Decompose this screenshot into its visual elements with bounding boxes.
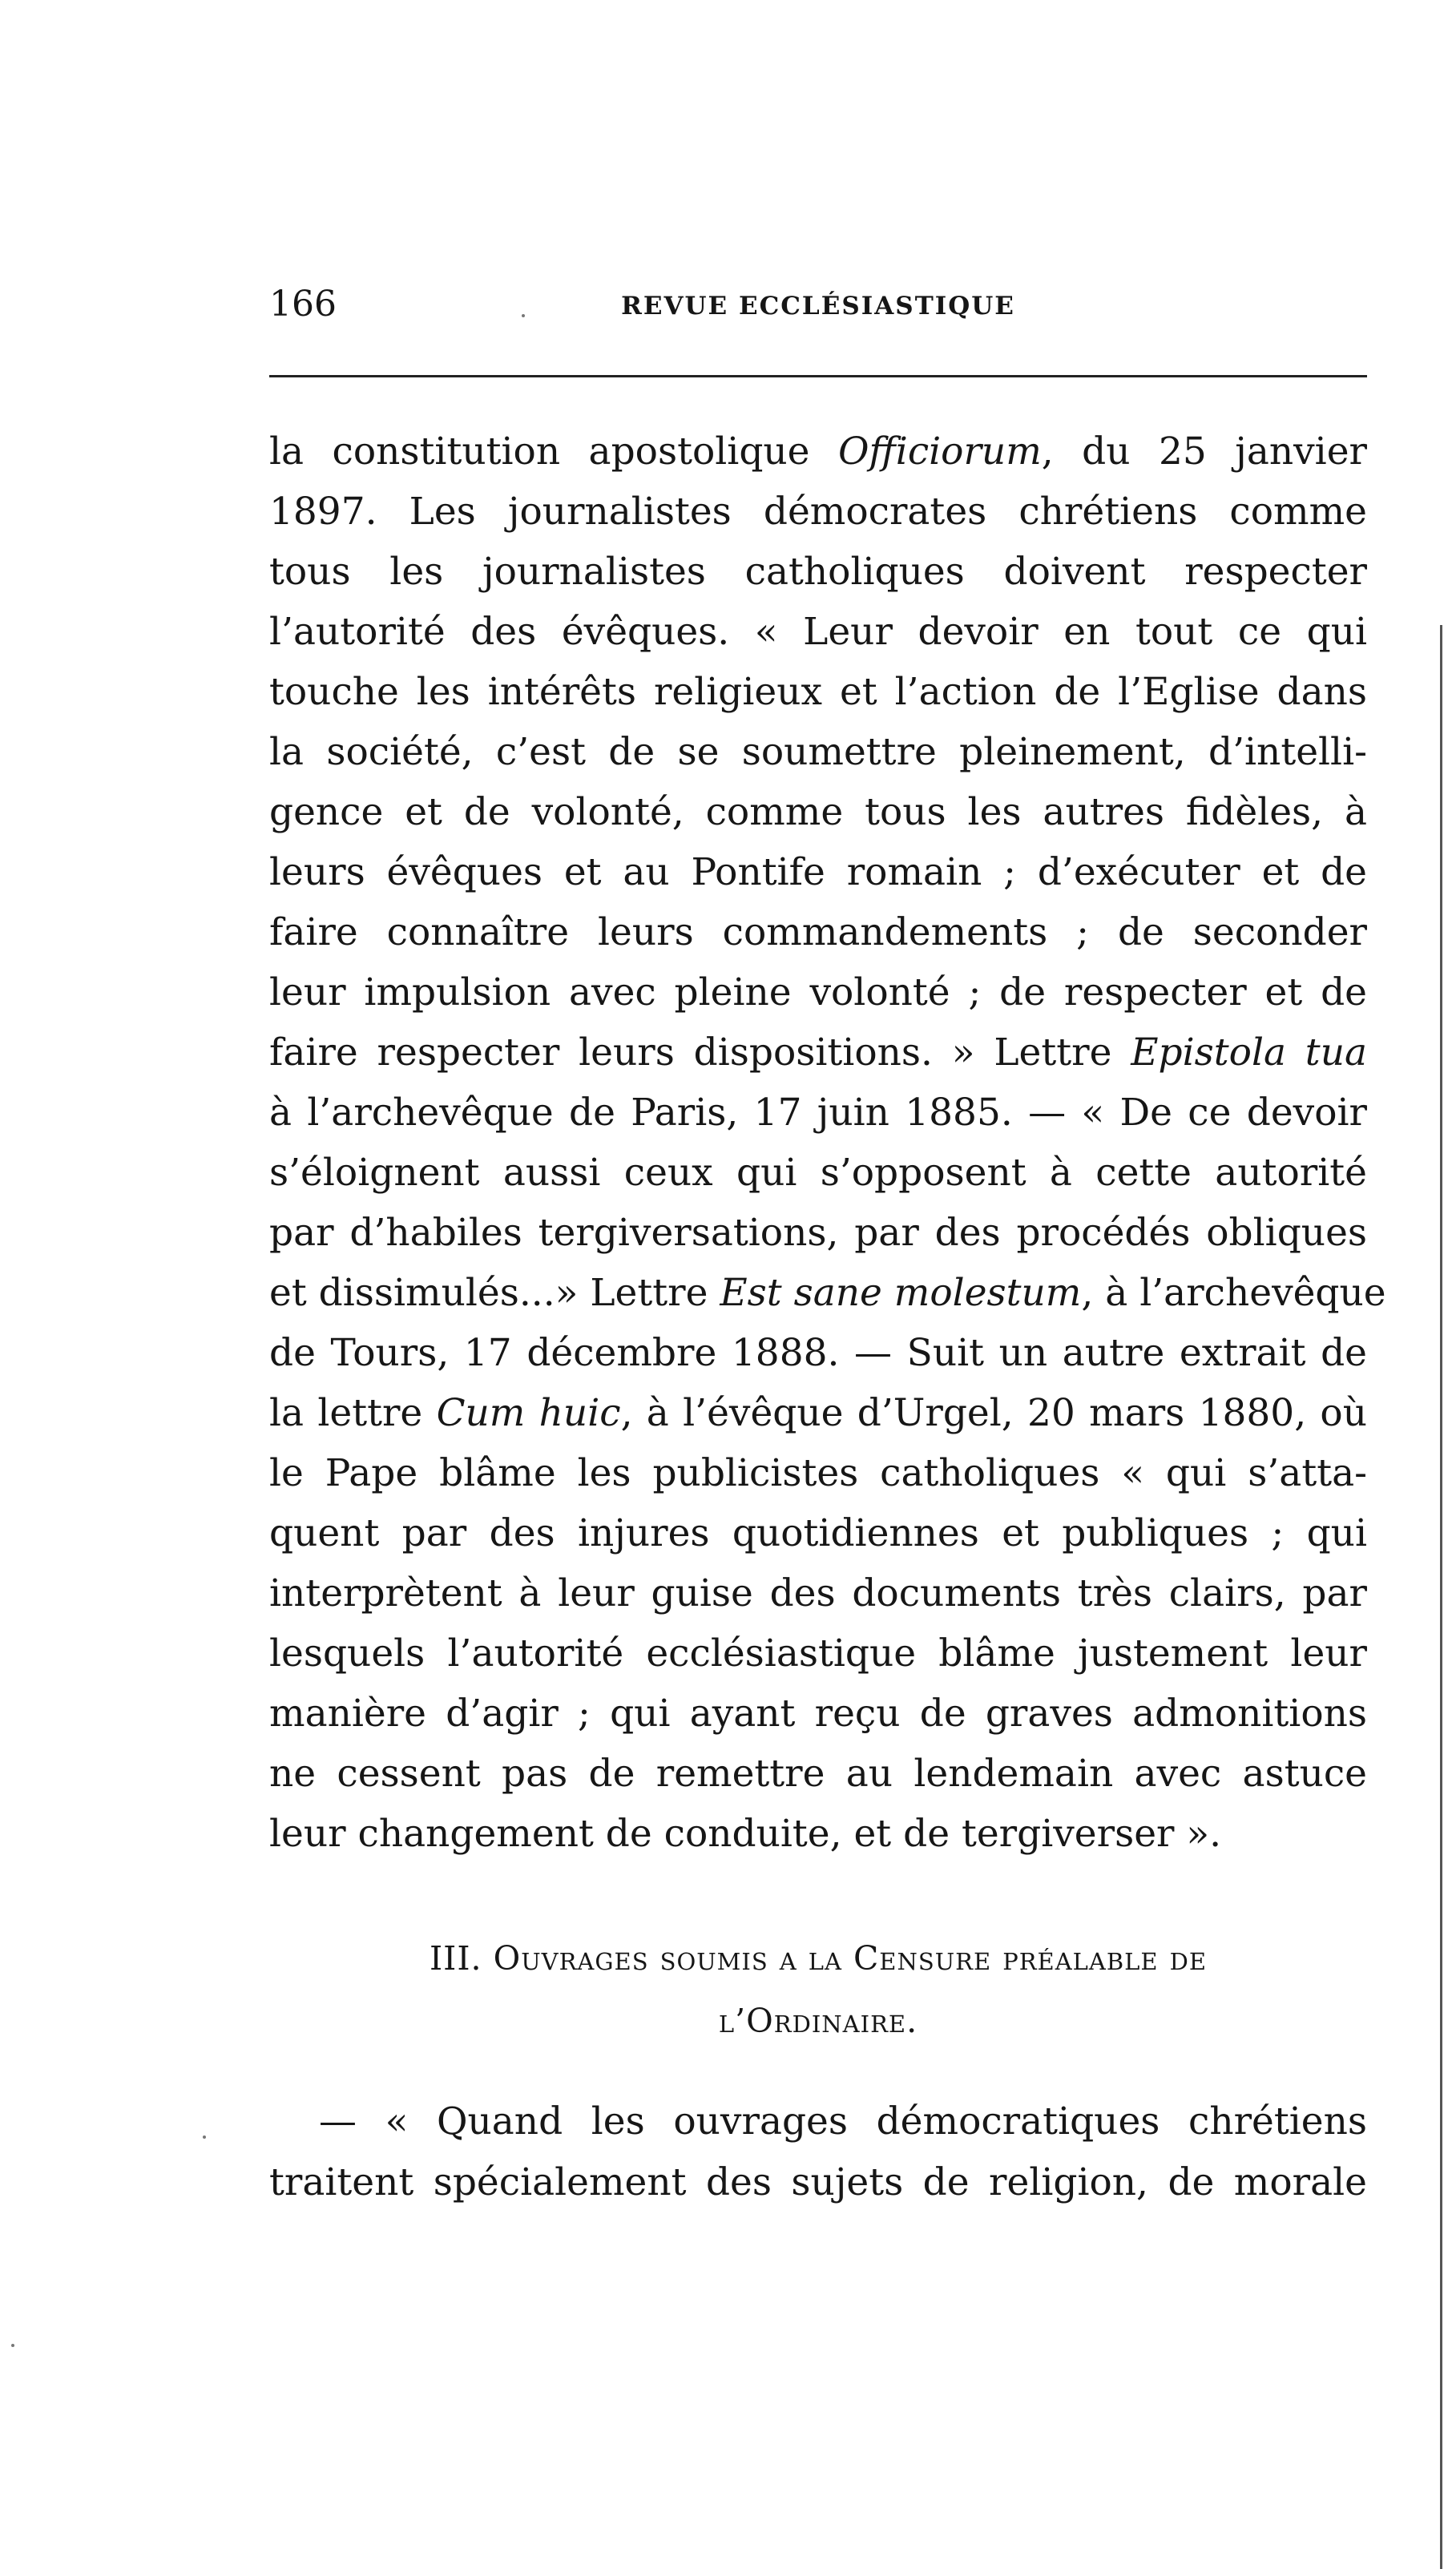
header-rule: [269, 375, 1367, 377]
text-line: manière d’agir ; qui ayant reçu de graves admonitions: [269, 1692, 1367, 1736]
text-line: lesquels l’autorité ecclésiastique blâme justement leur: [269, 1631, 1367, 1676]
text-line: traitent spécialement des sujets de religion, de morale: [269, 2160, 1367, 2204]
section-heading-line: III. Ouvrages soumis a la Censure préalable de: [429, 1939, 1208, 1978]
text-line: le Pape blâme les publicistes catholiques « qui s’atta-: [269, 1451, 1367, 1495]
body-paragraph: [269, 421, 1386, 1864]
running-title: REVUE ECCLÉSIASTIQUE: [621, 292, 1015, 321]
page-header: [269, 282, 1367, 346]
text-line: la constitution apostolique Officiorum, du 25 janvier: [269, 430, 1367, 474]
text-line: faire respecter leurs dispositions. » Lettre Epistola tua: [269, 1030, 1367, 1075]
page-number: 166: [269, 284, 337, 325]
text-line: 1897. Les journalistes démocrates chrétiens comme: [269, 490, 1367, 534]
text-line: ne cessent pas de remettre au lendemain avec astuce: [269, 1752, 1367, 1796]
text-line: — « Quand les ouvrages démocratiques chrétiens: [319, 2099, 1367, 2144]
page-edge-shadow: [1440, 625, 1442, 2569]
text-line: s’éloignent aussi ceux qui s’opposent à cette autorité: [269, 1151, 1367, 1195]
text-line: gence et de volonté, comme tous les autres fidèles, à: [269, 790, 1367, 834]
text-line: par d’habiles tergiversations, par des procédés obliques: [269, 1211, 1367, 1255]
text-line: à l’archevêque de Paris, 17 juin 1885. — « De ce devoir: [269, 1091, 1367, 1135]
section-heading: [269, 1927, 1367, 2052]
scan-speck: [203, 2135, 206, 2139]
text-line: tous les journalistes catholiques doivent respecter: [269, 550, 1367, 594]
text-line: leur changement de conduite, et de tergiverser ».: [269, 1812, 1222, 1856]
text-line: l’autorité des évêques. « Leur devoir en tout ce qui: [269, 610, 1367, 654]
text-line: interprètent à leur guise des documents très clairs, par: [269, 1571, 1367, 1615]
text-line: touche les intérêts religieux et l’action de l’Eglise dans: [269, 670, 1367, 714]
scan-speck: [11, 2344, 14, 2347]
text-line: et dissimulés...» Lettre Est sane molestum, à l’archevêque: [269, 1271, 1386, 1315]
text-line: la lettre Cum huic, à l’évêque d’Urgel, 20 mars 1880, où: [269, 1391, 1367, 1435]
continuation-paragraph: [269, 2091, 1367, 2213]
scan-speck: [522, 314, 525, 317]
text-line: quent par des injures quotidiennes et publiques ; qui: [269, 1511, 1367, 1555]
section-heading-line: l’Ordinaire.: [718, 2002, 918, 2040]
text-line: la société, c’est de se soumettre pleinement, d’intelli-: [269, 730, 1367, 774]
text-line: de Tours, 17 décembre 1888. — Suit un autre extrait de: [269, 1331, 1367, 1375]
text-line: faire connaître leurs commandements ; de seconder: [269, 910, 1367, 954]
text-line: leur impulsion avec pleine volonté ; de respecter et de: [269, 970, 1367, 1014]
text-line: leurs évêques et au Pontife romain ; d’exécuter et de: [269, 850, 1367, 894]
